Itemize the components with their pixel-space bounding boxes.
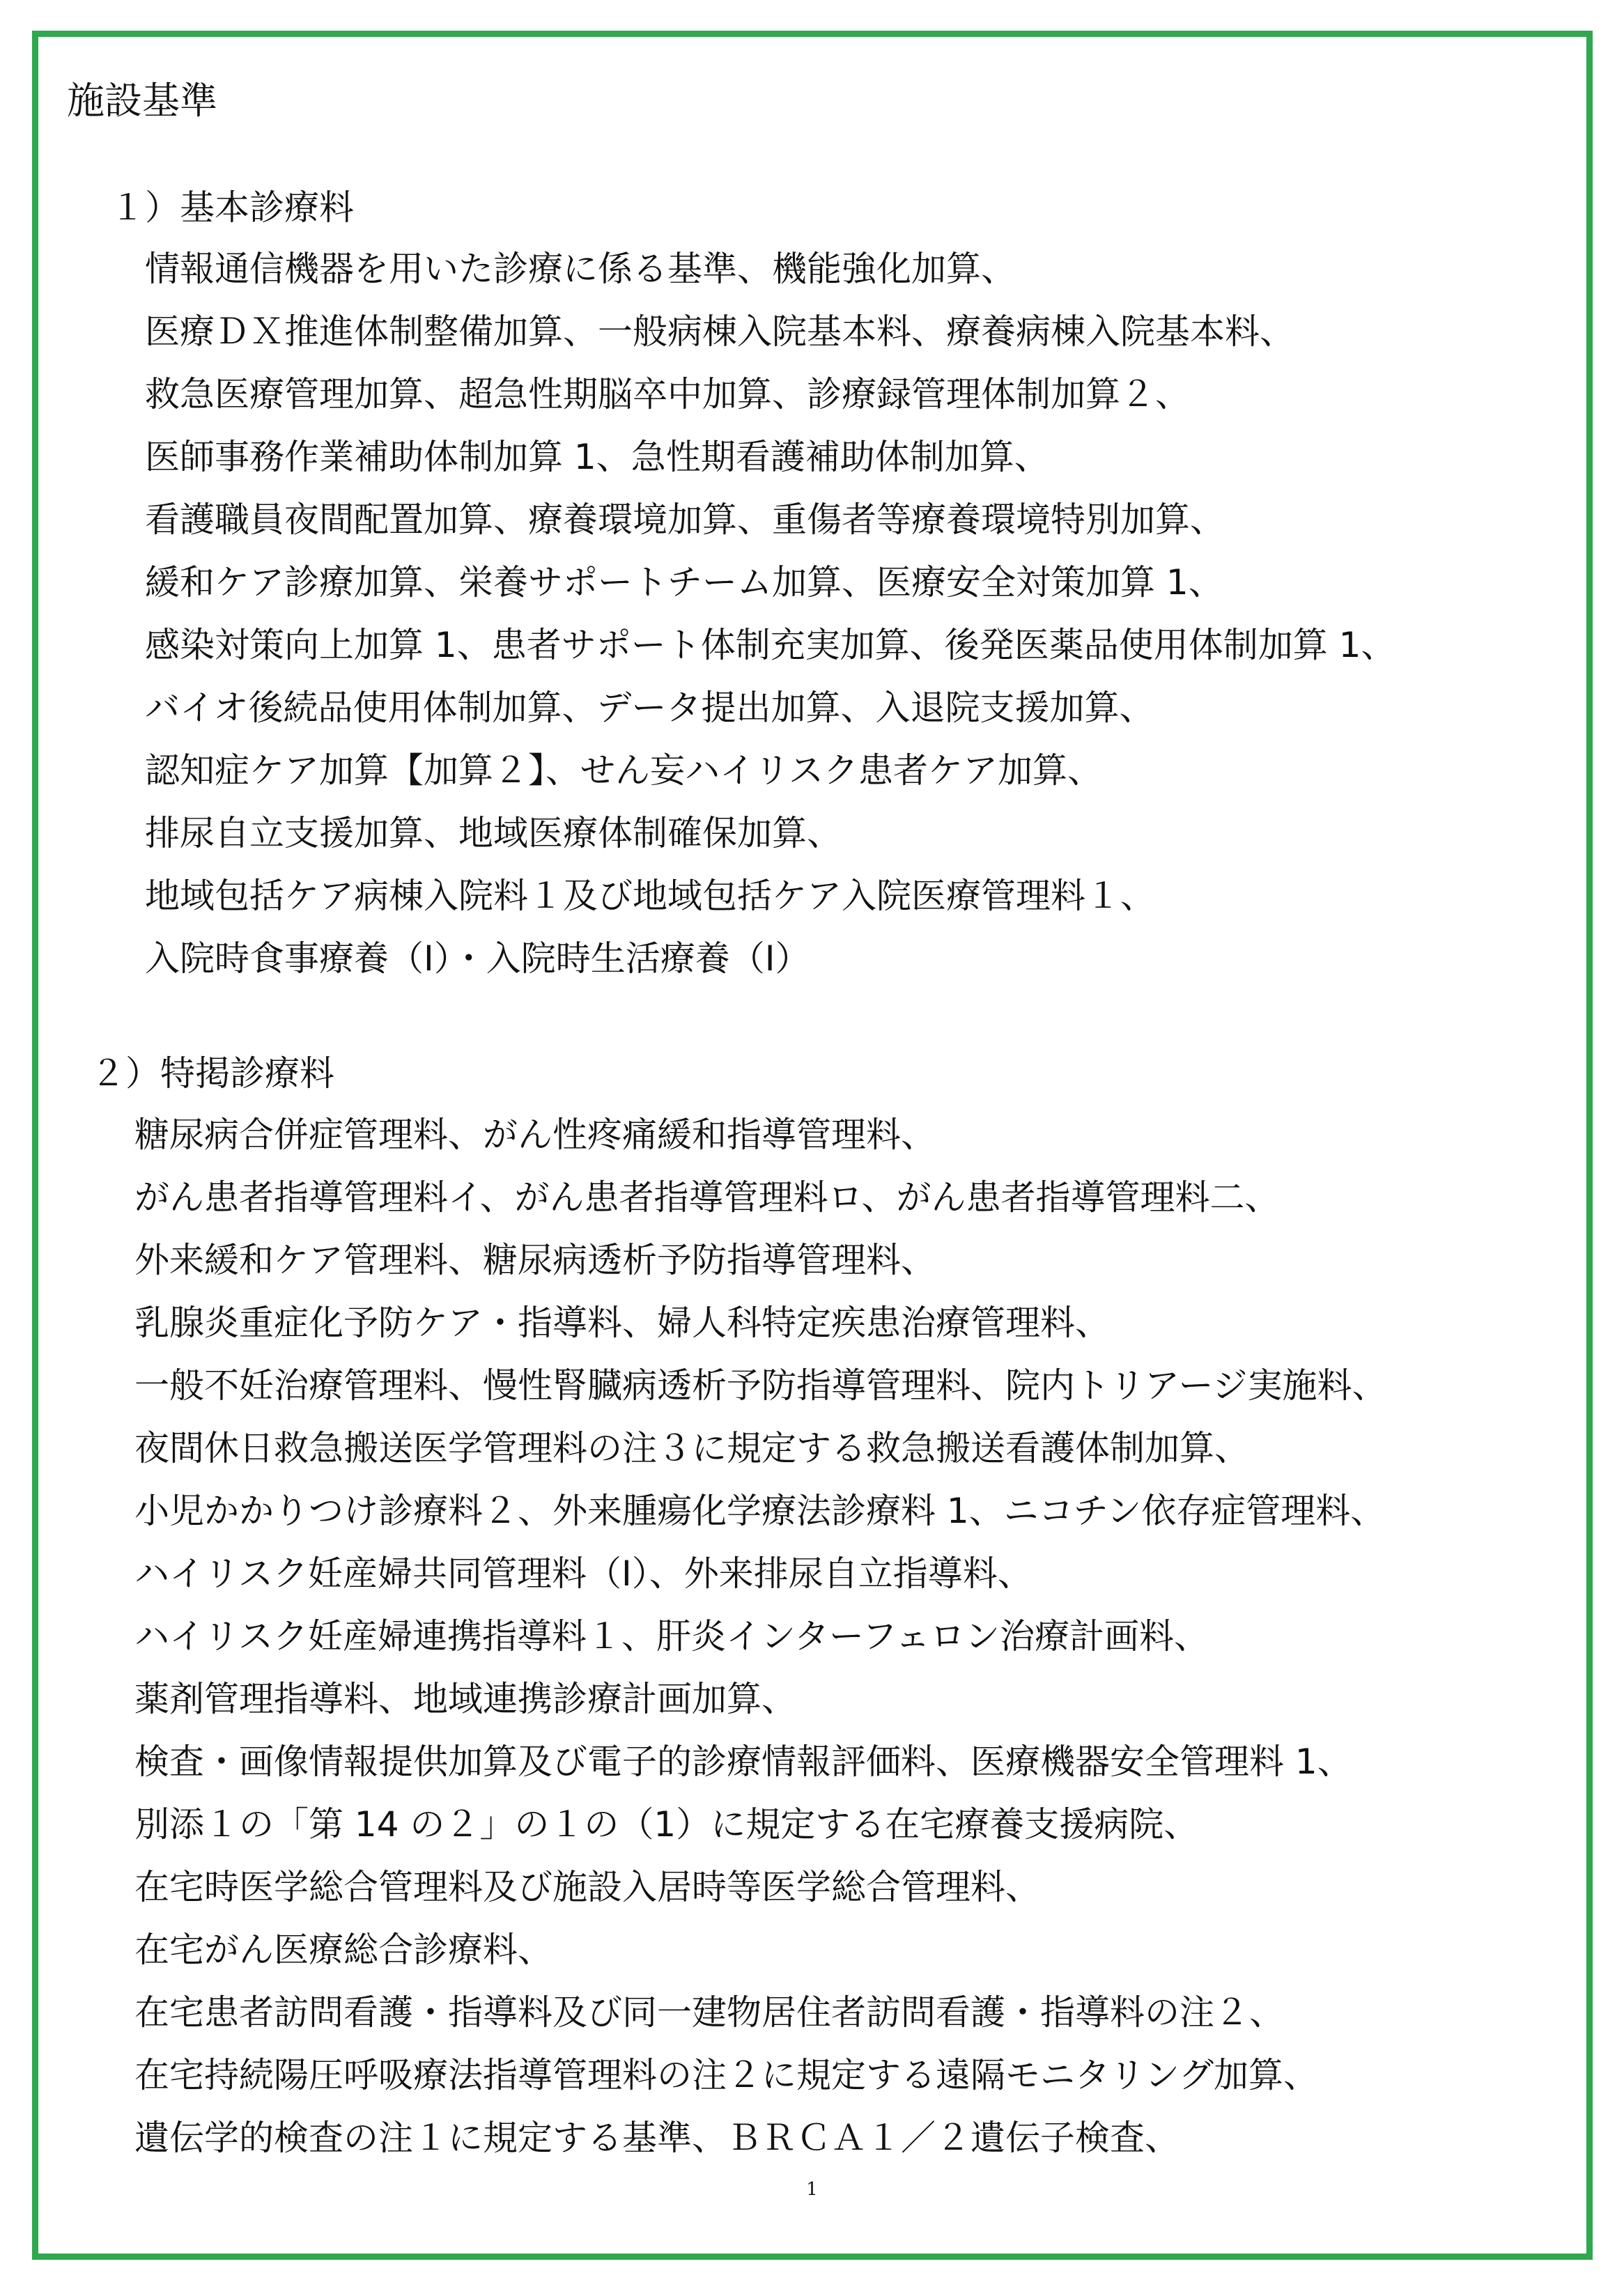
list-item: 医師事務作業補助体制加算 1、急性期看護補助体制加算、 <box>145 437 1049 477</box>
list-item: 認知症ケア加算【加算２】、せん妄ハイリスク患者ケア加算、 <box>145 750 1102 791</box>
list-item: 感染対策向上加算 1、患者サポート体制充実加算、後発医薬品使用体制加算 1、 <box>145 625 1396 665</box>
list-item: 検査・画像情報提供加算及び電子的診療情報評価料、医療機器安全管理料 1、 <box>134 1742 1352 1782</box>
list-item: 別添１の「第 14 の２」の１の（1）に規定する在宅療養支援病院、 <box>134 1804 1199 1845</box>
section-list-basic-fees <box>145 238 1395 990</box>
list-item: 在宅時医学総合管理料及び施設入居時等医学総合管理料、 <box>134 1867 1040 1907</box>
list-item: 看護職員夜間配置加算、療養環境加算、重傷者等療養環境特別加算、 <box>145 499 1225 540</box>
list-item: ハイリスク妊産婦共同管理料（Ⅰ）、外来排尿自立指導料、 <box>134 1553 1033 1594</box>
section-heading-basic-fees: １）基本診療料 <box>110 187 354 228</box>
list-item: 入院時食事療養（Ⅰ）・入院時生活療養（Ⅰ） <box>145 938 810 979</box>
section-heading-special-fees: ２）特掲診療料 <box>91 1053 334 1094</box>
list-item: 外来緩和ケア管理料、糖尿病透析予防指導管理料、 <box>134 1240 936 1280</box>
section-list-special-fees <box>134 1103 1387 2169</box>
list-item: 乳腺炎重症化予防ケア・指導料、婦人科特定疾患治療管理料、 <box>134 1303 1110 1343</box>
list-item: バイオ後続品使用体制加算、データ提出加算、入退院支援加算、 <box>145 688 1154 728</box>
list-item: 夜間休日救急搬送医学管理料の注３に規定する救急搬送看護体制加算、 <box>134 1428 1249 1468</box>
list-item: 排尿自立支援加算、地域医療体制確保加算、 <box>145 813 842 853</box>
list-item: 地域包括ケア病棟入院料１及び地域包括ケア入院医療管理料１、 <box>145 876 1155 916</box>
page-number: 1 <box>806 2179 818 2200</box>
list-item: 小児かかりつけ診療料２、外来腫瘍化学療法診療料 1、ニコチン依存症管理料、 <box>134 1491 1386 1531</box>
list-item: 救急医療管理加算、超急性期脳卒中加算、診療録管理体制加算２、 <box>145 374 1190 414</box>
list-item: 医療ＤＸ推進体制整備加算、一般病棟入院基本料、療養病棟入院基本料、 <box>145 311 1294 352</box>
list-item: 糖尿病合併症管理料、がん性疼痛緩和指導管理料、 <box>134 1115 936 1155</box>
list-item: 情報通信機器を用いた診療に係る基準、機能強化加算、 <box>145 249 1016 289</box>
list-item: 在宅持続陽圧呼吸療法指導管理料の注２に規定する遠隔モニタリング加算、 <box>134 2055 1318 2095</box>
list-item: 緩和ケア診療加算、栄養サポートチーム加算、医療安全対策加算 1、 <box>145 562 1223 603</box>
list-item: 薬剤管理指導料、地域連携診療計画加算、 <box>134 1679 796 1719</box>
list-item: ハイリスク妊産婦連携指導料１、肝炎インターフェロン治療計画料、 <box>134 1616 1209 1657</box>
list-item: がん患者指導管理料イ、がん患者指導管理料ロ、がん患者指導管理料二、 <box>134 1177 1280 1218</box>
list-item: 遺伝学的検査の注１に規定する基準、ＢＲＣＡ１／２遺伝子検査、 <box>134 2118 1180 2158</box>
list-item: 在宅がん医療総合診療料、 <box>134 1930 552 1970</box>
list-item: 一般不妊治療管理料、慢性腎臓病透析予防指導管理料、院内トリアージ実施料、 <box>134 1365 1387 1406</box>
document-title: 施設基準 <box>67 79 217 123</box>
list-item: 在宅患者訪問看護・指導料及び同一建物居住者訪問看護・指導料の注２、 <box>134 1992 1284 2033</box>
